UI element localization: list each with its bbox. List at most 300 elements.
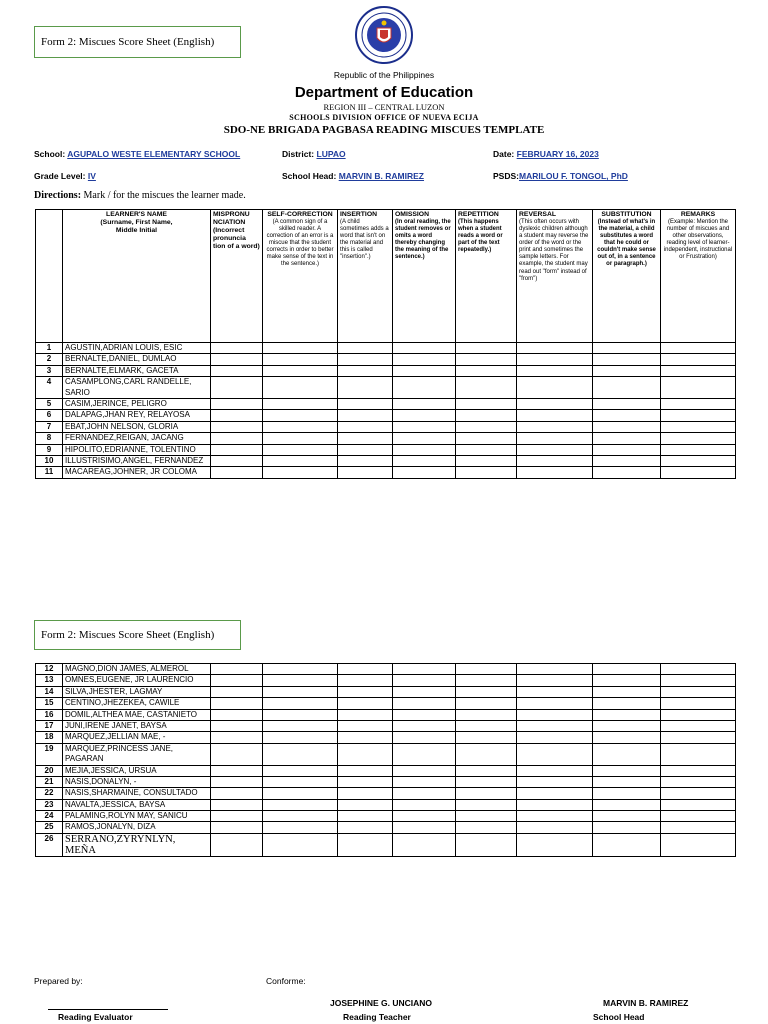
mark-cell-substitution[interactable] [593,365,661,376]
table-row [36,811,736,822]
mark-cell-remarks[interactable] [661,467,736,478]
mark-cell-remarks[interactable] [661,811,736,822]
mark-cell-reversal[interactable] [517,354,593,365]
mark-cell-mispronunciation[interactable] [211,743,263,765]
mark-cell-remarks[interactable] [661,833,736,856]
mark-cell-repetition[interactable] [456,410,517,421]
mark-cell-repetition[interactable] [456,698,517,709]
mark-cell-remarks[interactable] [661,799,736,810]
learner-name: BERNALTE,DANIEL, DUMLAO [63,354,211,365]
mark-cell-self-correction[interactable] [263,743,338,765]
learner-name: MAGNO,DION JAMES, ALMEROL [63,664,211,675]
row-number: 5 [36,398,63,409]
row-number: 3 [36,365,63,376]
mark-cell-omission[interactable] [393,398,456,409]
table-row [36,467,736,478]
mark-cell-repetition[interactable] [456,686,517,697]
table-row [36,398,736,409]
mark-cell-repetition[interactable] [456,675,517,686]
mark-cell-self-correction[interactable] [263,811,338,822]
mark-cell-insertion[interactable] [338,365,393,376]
mark-cell-remarks[interactable] [661,698,736,709]
col-remarks: REMARKS (Example: Mention the number of miscues and other observations, reading level of learner-independent, instructional or Frustration) [661,210,736,343]
mark-cell-self-correction[interactable] [263,788,338,799]
mark-cell-repetition[interactable] [456,732,517,743]
psds-field: PSDS:MARILOU F. TONGOL, PhD [493,171,628,181]
mark-cell-mispronunciation[interactable] [211,455,263,466]
row-number: 20 [36,765,63,776]
mark-cell-remarks[interactable] [661,709,736,720]
region-text: REGION III – CENTRAL LUZON [323,102,445,112]
mark-cell-mispronunciation[interactable] [211,732,263,743]
mark-cell-insertion[interactable] [338,765,393,776]
mark-cell-remarks[interactable] [661,765,736,776]
table-row [36,354,736,365]
mark-cell-repetition[interactable] [456,398,517,409]
mark-cell-self-correction[interactable] [263,720,338,731]
row-number: 7 [36,421,63,432]
mark-cell-remarks[interactable] [661,410,736,421]
col-mispronunciation: MISPRONU NCIATION (Incorrect pronuncia tion of a word) [211,210,263,343]
mark-cell-omission[interactable] [393,765,456,776]
mark-cell-self-correction[interactable] [263,343,338,354]
mark-cell-insertion[interactable] [338,822,393,833]
mark-cell-insertion[interactable] [338,467,393,478]
mark-cell-repetition[interactable] [456,811,517,822]
mark-cell-mispronunciation[interactable] [211,822,263,833]
mark-cell-reversal[interactable] [517,709,593,720]
mark-cell-mispronunciation[interactable] [211,664,263,675]
mark-cell-remarks[interactable] [661,686,736,697]
mark-cell-mispronunciation[interactable] [211,788,263,799]
mark-cell-insertion[interactable] [338,354,393,365]
mark-cell-repetition[interactable] [456,765,517,776]
mark-cell-substitution[interactable] [593,743,661,765]
table-row [36,444,736,455]
grade-value: IV [87,171,96,181]
mark-cell-repetition[interactable] [456,743,517,765]
mark-cell-substitution[interactable] [593,444,661,455]
mark-cell-reversal[interactable] [517,822,593,833]
mark-cell-mispronunciation[interactable] [211,811,263,822]
row-number: 16 [36,709,63,720]
mark-cell-insertion[interactable] [338,788,393,799]
mark-cell-reversal[interactable] [517,455,593,466]
mark-cell-reversal[interactable] [517,444,593,455]
table-row [36,455,736,466]
mark-cell-insertion[interactable] [338,421,393,432]
mark-cell-substitution[interactable] [593,709,661,720]
row-number: 6 [36,410,63,421]
mark-cell-reversal[interactable] [517,788,593,799]
table-row [36,664,736,675]
grade-field: Grade Level: IV [34,171,96,181]
mark-cell-remarks[interactable] [661,822,736,833]
mark-cell-self-correction[interactable] [263,398,338,409]
conforme-label: Conforme: [266,976,306,986]
psds-value: MARILOU F. TONGOL, PhD [518,171,628,181]
learner-name: CASIM,JERINCE, PELIGRO [63,398,211,409]
mark-cell-self-correction[interactable] [263,467,338,478]
mark-cell-remarks[interactable] [661,720,736,731]
row-number: 12 [36,664,63,675]
row-number: 18 [36,732,63,743]
row-number: 11 [36,467,63,478]
row-number: 19 [36,743,63,765]
mark-cell-mispronunciation[interactable] [211,354,263,365]
mark-cell-self-correction[interactable] [263,765,338,776]
mark-cell-omission[interactable] [393,664,456,675]
mark-cell-repetition[interactable] [456,822,517,833]
mark-cell-omission[interactable] [393,811,456,822]
mark-cell-self-correction[interactable] [263,444,338,455]
mark-cell-omission[interactable] [393,788,456,799]
mark-cell-remarks[interactable] [661,354,736,365]
mark-cell-self-correction[interactable] [263,455,338,466]
mark-cell-reversal[interactable] [517,410,593,421]
mark-cell-substitution[interactable] [593,811,661,822]
mark-cell-remarks[interactable] [661,743,736,765]
row-number: 23 [36,799,63,810]
learner-name: MARQUEZ,JELLIAN MAE, - [63,732,211,743]
mark-cell-substitution[interactable] [593,398,661,409]
mark-cell-insertion[interactable] [338,776,393,787]
mark-cell-insertion[interactable] [338,410,393,421]
mark-cell-substitution[interactable] [593,799,661,810]
miscues-table-page1 [35,209,736,479]
mark-cell-self-correction[interactable] [263,433,338,444]
mark-cell-reversal[interactable] [517,433,593,444]
mark-cell-repetition[interactable] [456,377,517,399]
form-label-page2 [34,620,241,650]
mark-cell-repetition[interactable] [456,833,517,856]
mark-cell-remarks[interactable] [661,732,736,743]
mark-cell-omission[interactable] [393,421,456,432]
mark-cell-mispronunciation[interactable] [211,709,263,720]
mark-cell-mispronunciation[interactable] [211,444,263,455]
col-self-correction: SELF-CORRECTION (A common sign of a skilled reader. A correction of an error is a miscue that the student corrects in order to better make sense of the text in the sentence.) [263,210,338,343]
head-role: School Head [593,1012,645,1022]
learner-name: OMNES,EUGENE, JR LAURENCIO [63,675,211,686]
mark-cell-self-correction[interactable] [263,732,338,743]
mark-cell-reversal[interactable] [517,833,593,856]
evaluator-role: Reading Evaluator [58,1012,133,1022]
teacher-role: Reading Teacher [343,1012,411,1022]
mark-cell-insertion[interactable] [338,398,393,409]
mark-cell-mispronunciation[interactable] [211,377,263,399]
mark-cell-insertion[interactable] [338,675,393,686]
mark-cell-omission[interactable] [393,467,456,478]
mark-cell-remarks[interactable] [661,664,736,675]
evaluator-signature-line [48,1009,168,1010]
school-field: School: AGUPALO WESTE ELEMENTARY SCHOOL [34,149,241,159]
mark-cell-omission[interactable] [393,732,456,743]
mark-cell-remarks[interactable] [661,343,736,354]
mark-cell-remarks[interactable] [661,675,736,686]
mark-cell-self-correction[interactable] [263,833,338,856]
table-row [36,732,736,743]
table-row [36,743,736,765]
table-row [36,833,736,856]
mark-cell-remarks[interactable] [661,788,736,799]
mark-cell-repetition[interactable] [456,467,517,478]
mark-cell-substitution[interactable] [593,765,661,776]
mark-cell-mispronunciation[interactable] [211,720,263,731]
mark-cell-self-correction[interactable] [263,822,338,833]
mark-cell-omission[interactable] [393,343,456,354]
mark-cell-repetition[interactable] [456,365,517,376]
mark-cell-substitution[interactable] [593,343,661,354]
mark-cell-substitution[interactable] [593,732,661,743]
mark-cell-substitution[interactable] [593,433,661,444]
district-value: LUPAO [316,149,346,159]
learner-name: SILVA,JHESTER, LAGMAY [63,686,211,697]
mark-cell-omission[interactable] [393,833,456,856]
mark-cell-insertion[interactable] [338,811,393,822]
date-field: Date: FEBRUARY 16, 2023 [493,149,599,159]
mark-cell-remarks[interactable] [661,444,736,455]
mark-cell-reversal[interactable] [517,664,593,675]
mark-cell-repetition[interactable] [456,343,517,354]
mark-cell-remarks[interactable] [661,377,736,399]
mark-cell-remarks[interactable] [661,776,736,787]
mark-cell-reversal[interactable] [517,467,593,478]
mark-cell-substitution[interactable] [593,377,661,399]
mark-cell-mispronunciation[interactable] [211,421,263,432]
mark-cell-substitution[interactable] [593,776,661,787]
mark-cell-repetition[interactable] [456,354,517,365]
mark-cell-insertion[interactable] [338,799,393,810]
mark-cell-self-correction[interactable] [263,377,338,399]
mark-cell-insertion[interactable] [338,377,393,399]
learner-name: ILLUSTRISIMO,ANGEL, FERNANDEZ [63,455,211,466]
mark-cell-insertion[interactable] [338,732,393,743]
mark-cell-omission[interactable] [393,354,456,365]
mark-cell-insertion[interactable] [338,455,393,466]
mark-cell-self-correction[interactable] [263,799,338,810]
row-number: 15 [36,698,63,709]
mark-cell-remarks[interactable] [661,398,736,409]
mark-cell-insertion[interactable] [338,720,393,731]
mark-cell-insertion[interactable] [338,743,393,765]
date-value: FEBRUARY 16, 2023 [516,149,599,159]
table-row [36,410,736,421]
mark-cell-reversal[interactable] [517,811,593,822]
mark-cell-insertion[interactable] [338,433,393,444]
mark-cell-reversal[interactable] [517,698,593,709]
mark-cell-omission[interactable] [393,455,456,466]
mark-cell-omission[interactable] [393,698,456,709]
learner-name: FERNANDEZ,REIGAN, JACANG [63,433,211,444]
mark-cell-omission[interactable] [393,675,456,686]
mark-cell-substitution[interactable] [593,675,661,686]
row-number: 10 [36,455,63,466]
mark-cell-mispronunciation[interactable] [211,410,263,421]
mark-cell-self-correction[interactable] [263,354,338,365]
row-number: 24 [36,811,63,822]
mark-cell-mispronunciation[interactable] [211,398,263,409]
mark-cell-omission[interactable] [393,822,456,833]
mark-cell-insertion[interactable] [338,709,393,720]
table-row [36,433,736,444]
mark-cell-insertion[interactable] [338,686,393,697]
mark-cell-mispronunciation[interactable] [211,675,263,686]
mark-cell-omission[interactable] [393,377,456,399]
mark-cell-mispronunciation[interactable] [211,776,263,787]
mark-cell-reversal[interactable] [517,720,593,731]
table-row [36,788,736,799]
mark-cell-mispronunciation[interactable] [211,365,263,376]
table-row [36,720,736,731]
mark-cell-reversal[interactable] [517,765,593,776]
mark-cell-mispronunciation[interactable] [211,698,263,709]
row-number: 25 [36,822,63,833]
col-insertion: INSERTION (A child sometimes adds a word that isn't on the material and this is called "insertion".) [338,210,393,343]
mark-cell-remarks[interactable] [661,365,736,376]
mark-cell-reversal[interactable] [517,365,593,376]
table-row [36,675,736,686]
table-row [36,686,736,697]
mark-cell-self-correction[interactable] [263,664,338,675]
mark-cell-insertion[interactable] [338,833,393,856]
mark-cell-repetition[interactable] [456,433,517,444]
mark-cell-omission[interactable] [393,743,456,765]
mark-cell-self-correction[interactable] [263,365,338,376]
row-number: 26 [36,833,63,856]
mark-cell-repetition[interactable] [456,720,517,731]
col-reversal: REVERSAL (This often occurs with dyslexic children although a student may reverse the order of the word or the print and sometimes the sample letters. For example, the student may read out "form" instead of "from") [517,210,593,343]
mark-cell-substitution[interactable] [593,455,661,466]
mark-cell-reversal[interactable] [517,799,593,810]
learner-name: SERRANO,ZYRYNLYN, MEÑA [63,833,211,856]
learner-name: NASIS,DONALYN, - [63,776,211,787]
mark-cell-self-correction[interactable] [263,421,338,432]
learner-name: JUNI,IRENE JANET, BAYSA [63,720,211,731]
mark-cell-substitution[interactable] [593,686,661,697]
learner-name: CASAMPLONG,CARL RANDELLE, SARIO [63,377,211,399]
learner-name: CENTINO,JHEZEKEA, CAWILE [63,698,211,709]
school-value: AGUPALO WESTE ELEMENTARY SCHOOL [67,149,241,159]
mark-cell-reversal[interactable] [517,377,593,399]
miscues-table-page2 [35,663,736,857]
mark-cell-self-correction[interactable] [263,709,338,720]
row-number: 14 [36,686,63,697]
col-omission: OMISSION (In oral reading, the student removes or omits a word thereby changing the meaning of the sentence.) [393,210,456,343]
mark-cell-mispronunciation[interactable] [211,467,263,478]
mark-cell-insertion[interactable] [338,343,393,354]
mark-cell-substitution[interactable] [593,720,661,731]
mark-cell-repetition[interactable] [456,788,517,799]
learner-name: EBAT,JOHN NELSON, GLORIA [63,421,211,432]
mark-cell-reversal[interactable] [517,675,593,686]
mark-cell-remarks[interactable] [661,421,736,432]
mark-cell-substitution[interactable] [593,664,661,675]
mark-cell-insertion[interactable] [338,664,393,675]
mark-cell-omission[interactable] [393,410,456,421]
row-number: 21 [36,776,63,787]
mark-cell-self-correction[interactable] [263,776,338,787]
mark-cell-insertion[interactable] [338,698,393,709]
mark-cell-substitution[interactable] [593,354,661,365]
mark-cell-reversal[interactable] [517,732,593,743]
mark-cell-mispronunciation[interactable] [211,343,263,354]
mark-cell-repetition[interactable] [456,776,517,787]
row-number: 4 [36,377,63,399]
mark-cell-reversal[interactable] [517,686,593,697]
learner-name: MEJIA,JESSICA, URSUA [63,765,211,776]
learner-name: NASIS,SHARMAINE, CONSULTADO [63,788,211,799]
mark-cell-insertion[interactable] [338,444,393,455]
table-row [36,765,736,776]
mark-cell-self-correction[interactable] [263,686,338,697]
mark-cell-repetition[interactable] [456,444,517,455]
mark-cell-remarks[interactable] [661,455,736,466]
district-field: District: LUPAO [282,149,346,159]
mark-cell-omission[interactable] [393,444,456,455]
learner-name: RAMOS,JONALYN, DIZA [63,822,211,833]
mark-cell-remarks[interactable] [661,433,736,444]
mark-cell-substitution[interactable] [593,698,661,709]
mark-cell-repetition[interactable] [456,709,517,720]
prepared-by-label: Prepared by: [34,976,83,986]
mark-cell-reversal[interactable] [517,421,593,432]
department-title: Department of Education [294,84,474,101]
mark-cell-reversal[interactable] [517,398,593,409]
mark-cell-reversal[interactable] [517,776,593,787]
learner-name: DALAPAG,JHAN REY, RELAYOSA [63,410,211,421]
learner-name: PALAMING,ROLYN MAY, SANICU [63,811,211,822]
row-number: 1 [36,343,63,354]
mark-cell-reversal[interactable] [517,343,593,354]
mark-cell-mispronunciation[interactable] [211,799,263,810]
teacher-name: JOSEPHINE G. UNCIANO [330,998,433,1008]
mark-cell-mispronunciation[interactable] [211,433,263,444]
mark-cell-substitution[interactable] [593,410,661,421]
mark-cell-omission[interactable] [393,799,456,810]
mark-cell-substitution[interactable] [593,833,661,856]
form-label-text: Form 2: Miscues Score Sheet (English) [41,36,215,48]
mark-cell-self-correction[interactable] [263,698,338,709]
mark-cell-repetition[interactable] [456,799,517,810]
mark-cell-omission[interactable] [393,709,456,720]
mark-cell-self-correction[interactable] [263,675,338,686]
learner-name: DOMIL,ALTHEA MAE, CASTANIETO [63,709,211,720]
mark-cell-repetition[interactable] [456,421,517,432]
mark-cell-omission[interactable] [393,686,456,697]
table-row [36,709,736,720]
mark-cell-mispronunciation[interactable] [211,765,263,776]
learner-name: MACAREAG,JOHNER, JR COLOMA [63,467,211,478]
mark-cell-omission[interactable] [393,776,456,787]
mark-cell-repetition[interactable] [456,455,517,466]
mark-cell-substitution[interactable] [593,788,661,799]
mark-cell-substitution[interactable] [593,467,661,478]
mark-cell-mispronunciation[interactable] [211,833,263,856]
republic-text: Republic of the Philippines [333,70,435,80]
mark-cell-omission[interactable] [393,720,456,731]
mark-cell-omission[interactable] [393,433,456,444]
mark-cell-reversal[interactable] [517,743,593,765]
mark-cell-substitution[interactable] [593,822,661,833]
row-number: 13 [36,675,63,686]
mark-cell-repetition[interactable] [456,664,517,675]
table-row [36,365,736,376]
mark-cell-mispronunciation[interactable] [211,686,263,697]
mark-cell-omission[interactable] [393,365,456,376]
mark-cell-substitution[interactable] [593,421,661,432]
table-row [36,822,736,833]
mark-cell-self-correction[interactable] [263,410,338,421]
